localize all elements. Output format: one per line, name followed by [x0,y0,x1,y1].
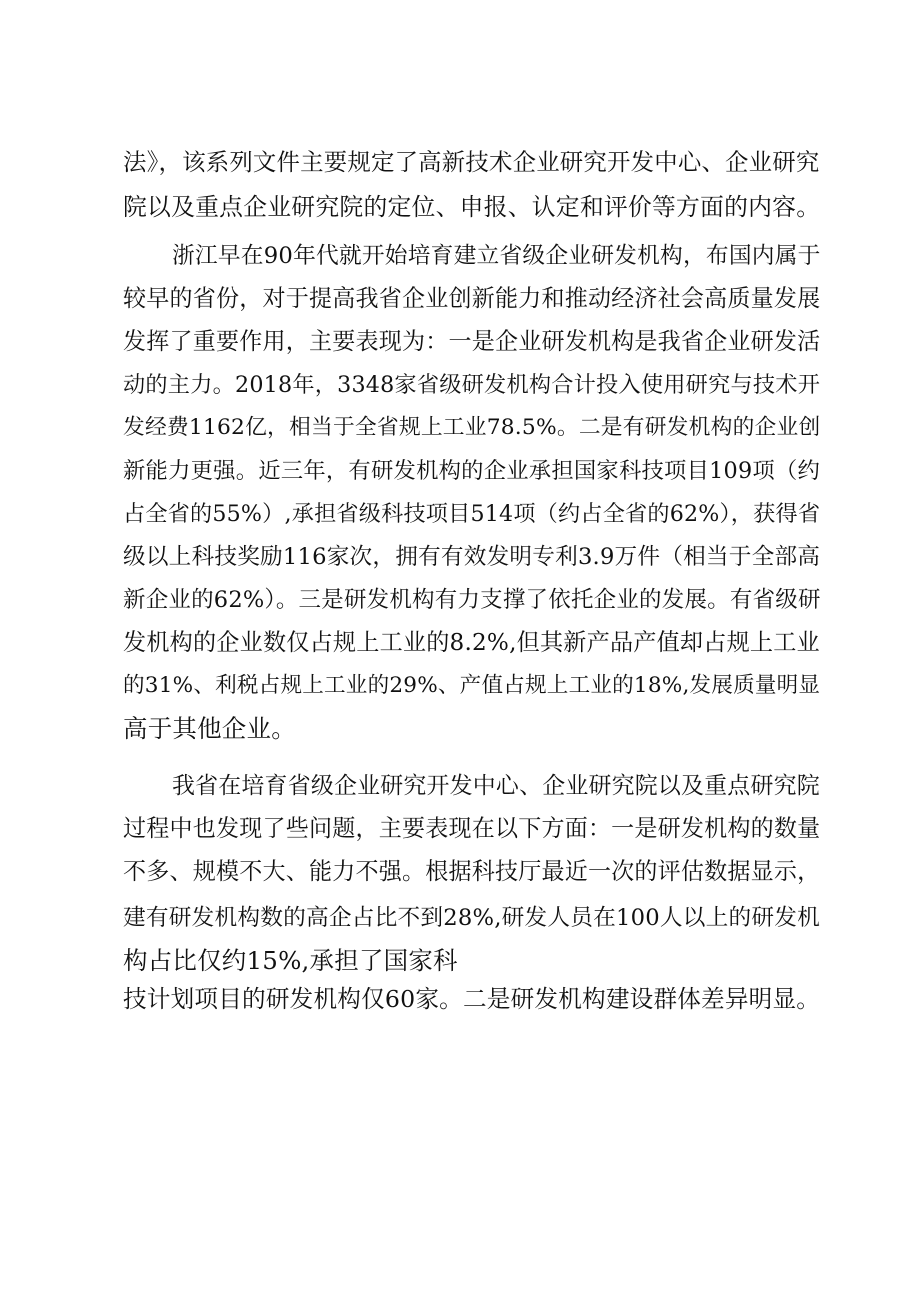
paragraph-1-line-2: 院以及重点企业研究院的定位、申报、认定和评价等方面的内容。 [123,193,821,221]
paragraph-2-line-1: 浙江早在90年代就开始培育建立省级企业研发机构，布国内属于 [172,243,821,269]
paragraph-2-line-3: 发挥了重要作用，主要表现为：一是企业研发机构是我省企业研发活 [123,329,821,355]
paragraph-2-line-12: 高于其他企业。 [123,714,296,743]
paragraph-2-line-7: 占全省的55%）,承担省级科技项目514项（约占全省的62%），获得省 [123,501,821,527]
paragraph-1-line-1: 法》，该系列文件主要规定了高新技术企业研究开发中心、企业研究 [123,148,820,176]
paragraph-3-line-1: 我省在培育省级企业研究开发中心、企业研究院以及重点研究院 [172,773,820,799]
paragraph-2-line-9: 新企业的62%）。三是研发机构有力支撑了依托企业的发展。有省级研 [123,587,821,613]
paragraph-2-line-8: 级以上科技奖励116家次，拥有有效发明专利3.9万件（相当于全部高 [123,544,821,570]
paragraph-3-line-3: 不多、规模不大、能力不强。根据科技厅最近一次的评估数据显示， [123,859,821,885]
paragraph-2-line-10: 发机构的企业数仅占规上工业的8.2%,但其新产品产值却占规上工业 [123,630,820,656]
paragraph-2-line-11: 的31%、利税占规上工业的29%、产值占规上工业的18%,发展质量明显 [123,673,821,698]
paragraph-2-line-6: 新能力更强。近三年，有研发机构的企业承担国家科技项目109项（约 [123,458,821,484]
paragraph-3-line-4: 建有研发机构数的高企占比不到28%,研发人员在100人以上的研发机 [123,905,820,931]
paragraph-2-line-5: 发经费1162亿，相当于全省规上工业78.5%。二是有研发机构的企业创 [123,415,821,440]
paragraph-3-line-6: 技计划项目的研发机构仅60家。二是研发机构建设群体差异明显。 [123,985,821,1013]
paragraph-3-line-5: 构占比仅约15%,承担了国家科 [123,946,458,975]
paragraph-2-line-4: 动的主力。2018年，3348家省级研发机构合计投入使用研究与技术开 [123,372,821,398]
paragraph-2-line-2: 较早的省份，对于提高我省企业创新能力和推动经济社会高质量发展 [123,286,821,312]
paragraph-3-line-2: 过程中也发现了些问题，主要表现在以下方面：一是研发机构的数量 [123,816,821,842]
